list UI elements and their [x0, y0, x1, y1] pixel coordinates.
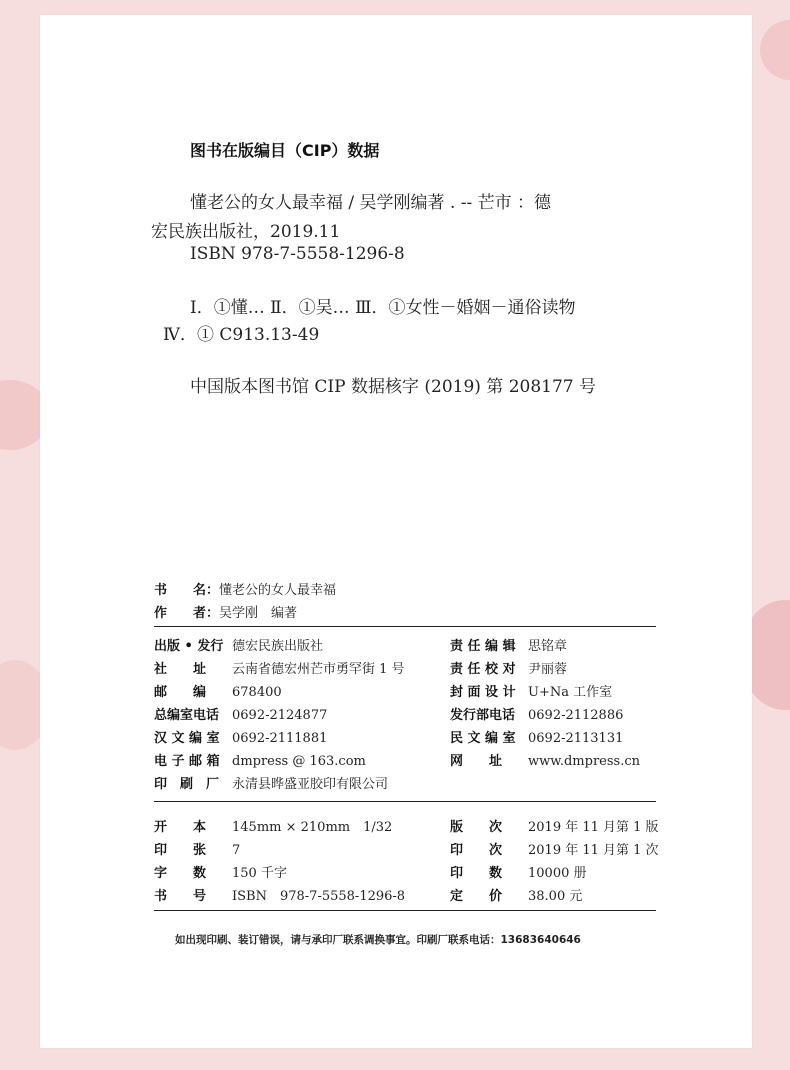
field-value: 0692-2111881	[232, 731, 328, 746]
field-value: 尹丽蓉	[528, 662, 568, 677]
editor-row	[450, 635, 567, 654]
field-label: 印 数	[450, 866, 503, 881]
field-label: 民 文 编 室	[450, 731, 516, 746]
field-label: 书 号	[154, 889, 207, 904]
field-label: 版 次	[450, 820, 503, 835]
field-value: 7	[232, 843, 241, 858]
book-title-label: 书 名：	[154, 583, 220, 598]
editorial-phone-row	[154, 704, 327, 723]
field-value: U+Na 工作室	[528, 685, 613, 700]
field-value: 0692-2112886	[528, 708, 624, 723]
publisher-row	[154, 635, 323, 654]
field-value: 145mm × 210mm 1/32	[232, 820, 393, 835]
field-value: 38.00 元	[528, 889, 583, 904]
field-value: 2019 年 11 月第 1 次	[528, 843, 659, 858]
field-label: 责 任 校 对	[450, 662, 516, 677]
cip-line-1: 懂老公的女人最幸福 / 吴学刚编著 . -- 芒市 ：德	[190, 193, 552, 213]
field-value: 0692-2124877	[232, 708, 328, 723]
chinese-editorial-row	[154, 727, 327, 746]
sheets-row	[154, 839, 240, 858]
field-label: 印 刷 厂	[154, 777, 220, 792]
book-author-label: 作 者：	[154, 606, 220, 621]
printing-row	[450, 839, 659, 858]
field-value: 10000 册	[528, 866, 587, 881]
field-label: 印 次	[450, 843, 503, 858]
field-label: 开 本	[154, 820, 207, 835]
divider	[154, 626, 656, 627]
book-number-row	[154, 885, 405, 904]
word-count-row	[154, 862, 287, 881]
field-value: 2019 年 11 月第 1 版	[528, 820, 659, 835]
format-row	[154, 816, 392, 835]
cip-record-number: 中国版本图书馆 CIP 数据核字 (2019) 第 208177 号	[190, 377, 597, 397]
distribution-phone-row	[450, 704, 623, 723]
field-label: 字 数	[154, 866, 207, 881]
field-value: 德宏民族出版社	[232, 639, 324, 654]
cover-design-row	[450, 681, 612, 700]
field-value: www.dmpress.cn	[528, 754, 640, 769]
field-value: 思铭章	[528, 639, 568, 654]
field-label: 汉 文 编 室	[154, 731, 220, 746]
field-value: 永清县晔盛亚胶印有限公司	[232, 777, 389, 792]
book-title-value: 懂老公的女人最幸福	[219, 583, 337, 598]
field-value: 678400	[232, 685, 282, 700]
print-error-notice: 如出现印刷、装订错误，请与承印厂联系调换事宜。印刷厂联系电话：13683640646	[175, 934, 581, 946]
field-label: 发行部电话	[450, 708, 516, 723]
field-label: 封 面 设 计	[450, 685, 516, 700]
field-label: 网 址	[450, 754, 503, 769]
field-label: 责 任 编 辑	[450, 639, 516, 654]
book-title-row	[154, 579, 336, 598]
cip-subject-2: Ⅳ．① C913.13-49	[163, 325, 320, 345]
divider	[154, 910, 656, 911]
printer-row	[154, 773, 388, 792]
postcode-row	[154, 681, 282, 700]
field-value: 云南省德宏州芒市勇罕街 1 号	[232, 662, 405, 677]
field-label: 电 子 邮 箱	[154, 754, 220, 769]
field-label: 邮 编	[154, 685, 207, 700]
website-row	[450, 750, 640, 769]
divider	[154, 801, 656, 802]
proofreader-row	[450, 658, 567, 677]
book-author-row	[154, 602, 297, 621]
copyright-page	[40, 15, 752, 1048]
cip-subject-1: Ⅰ．①懂… Ⅱ．①吴… Ⅲ．①女性－婚姻－通俗读物	[190, 298, 576, 318]
price-row	[450, 885, 582, 904]
book-author-value: 吴学刚 编著	[219, 606, 298, 621]
edition-row	[450, 816, 659, 835]
field-value: 150 千字	[232, 866, 287, 881]
field-value: ISBN 978-7-5558-1296-8	[232, 889, 406, 904]
print-run-row	[450, 862, 587, 881]
cip-heading: 图书在版编目（CIP）数据	[190, 141, 380, 160]
field-label: 印 张	[154, 843, 207, 858]
minority-editorial-row	[450, 727, 623, 746]
cip-line-2: 宏民族出版社，2019.11	[151, 222, 341, 242]
email-row	[154, 750, 366, 769]
field-label: 社 址	[154, 662, 207, 677]
cip-isbn: ISBN 978-7-5558-1296-8	[190, 244, 405, 264]
address-row	[154, 658, 405, 677]
field-value: dmpress @ 163.com	[232, 754, 366, 769]
field-value: 0692-2113131	[528, 731, 624, 746]
field-label: 定 价	[450, 889, 503, 904]
field-label: 总编室电话	[154, 708, 220, 723]
field-label: 出版 • 发行	[154, 639, 224, 654]
background-petal	[760, 20, 790, 80]
